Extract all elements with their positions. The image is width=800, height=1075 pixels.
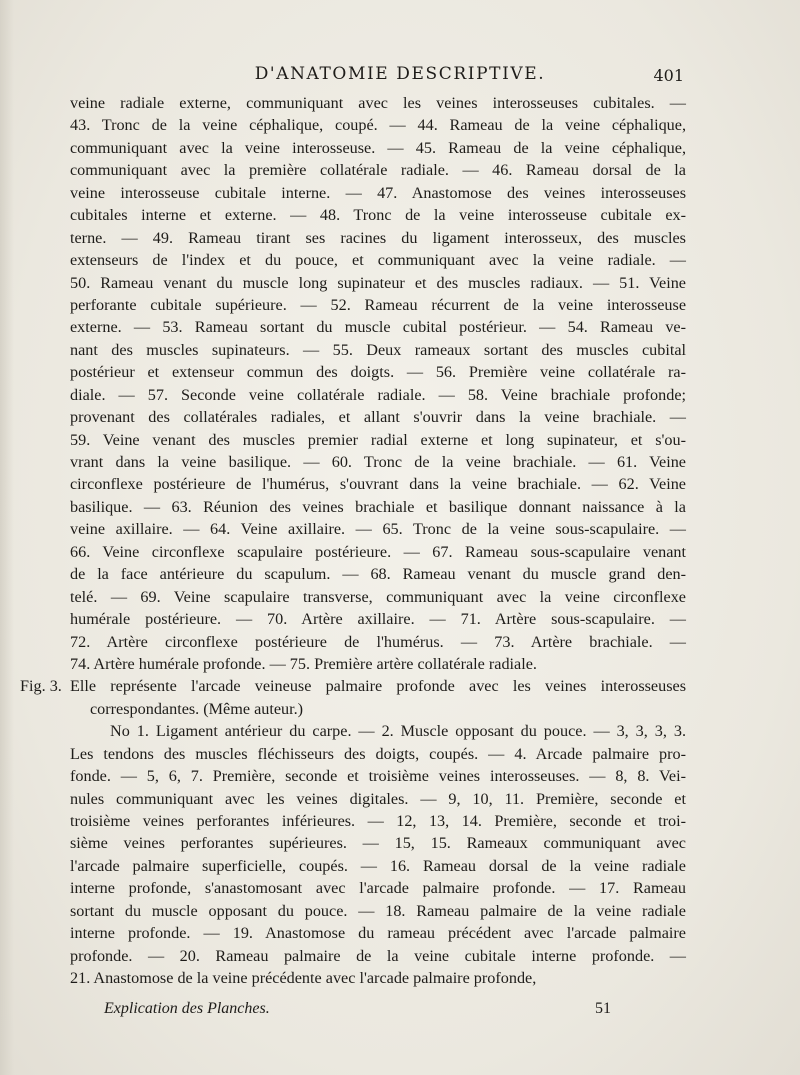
- text-line: terne. — 49. Rameau tirant ses racines du ligament interosseux, des muscles: [70, 228, 686, 247]
- text-line: basilique. — 63. Réunion des veines brachiale et basilique donnant naissance à la: [70, 497, 686, 516]
- text-line: No 1. Ligament antérieur du carpe. — 2. Muscle opposant du pouce. — 3, 3, 3, 3.: [110, 722, 686, 741]
- figure-caption-text: Elle représente l'arcade veineuse palmaire profonde avec les veines interosseuses: [70, 677, 686, 696]
- text-line: troisième veines perforantes inférieures. — 12, 13, 14. Première, seconde et troi-: [70, 812, 686, 830]
- text-line: 21. Anastomose de la veine précédente avec l'arcade palmaire profonde,: [70, 969, 537, 988]
- text-line: extenseurs de l'index et du pouce, et communiquant avec la veine radiale. —: [70, 251, 686, 270]
- figure-label: Fig. 3.: [20, 677, 62, 696]
- figure-caption-line: [20, 675, 686, 697]
- text-line: sortant du muscle opposant du pouce. — 18. Rameau palmaire de la veine radiale: [70, 901, 686, 920]
- page-number: 401: [653, 66, 684, 85]
- text-line: 59. Veine venant des muscles premier radial externe et long supinateur, et s'ou-: [70, 430, 686, 449]
- text-line: communiquant avec la première collatérale radiale. — 46. Rameau dorsal de la: [70, 161, 686, 180]
- text-line: interne profonde, s'anastomosant avec l'arcade palmaire profonde. — 17. Rameau: [70, 879, 686, 898]
- text-line: communiquant avec la veine interosseuse. — 45. Rameau de la veine céphalique,: [70, 138, 686, 157]
- text-line: telé. — 69. Veine scapulaire transverse, communiquant avec la veine circonflexe: [70, 587, 686, 606]
- text-line: circonflexe postérieure de l'humérus, s'ouvrant dans la veine brachiale. — 62. Veine: [70, 475, 686, 494]
- text-line: vrant dans la veine basilique. — 60. Tronc de la veine brachiale. — 61. Veine: [70, 453, 686, 471]
- text-line: nules communiquant avec les veines digitales. — 9, 10, 11. Première, seconde et: [70, 789, 686, 808]
- body-text: [20, 92, 686, 990]
- text-line: Les tendons des muscles fléchisseurs des doigts, coupés. — 4. Arcade palmaire pro-: [70, 744, 686, 763]
- page-footer: [0, 1000, 800, 1022]
- text-line: nant des muscles supinateurs. — 55. Deux rameaux sortant des muscles cubital: [70, 340, 686, 359]
- text-line: profonde. — 20. Rameau palmaire de la veine cubitale interne profonde. —: [70, 946, 686, 965]
- text-line: sième veines perforantes supérieures. — 15, 15. Rameaux communiquant avec: [70, 834, 686, 853]
- figure-legend-section: [70, 720, 686, 989]
- text-line: interne profonde. — 19. Anastomose du rameau précédent avec l'arcade palmaire: [70, 924, 686, 943]
- footer-title: Explication des Planches.: [104, 1000, 270, 1017]
- text-line: postérieur et extenseur commun des doigts. — 56. Première veine collatérale ra-: [70, 363, 686, 382]
- text-line: l'arcade palmaire superficielle, coupés. — 16. Rameau dorsal de la veine radiale: [70, 856, 686, 875]
- plate-explanation-section: [70, 92, 686, 675]
- text-line: provenant des collatérales radiales, et allant s'ouvrir dans la veine brachiale. —: [70, 408, 686, 427]
- text-line: 66. Veine circonflexe scapulaire postérieure. — 67. Rameau sous-scapulaire venant: [70, 542, 686, 561]
- text-line: veine axillaire. — 64. Veine axillaire. — 65. Tronc de la veine sous-scapulaire. —: [70, 520, 686, 539]
- running-head: [0, 64, 800, 86]
- text-line: veine interosseuse cubitale interne. — 47. Anastomose des veines interosseuses: [70, 183, 686, 202]
- text-line: humérale postérieure. — 70. Artère axillaire. — 71. Artère sous-scapulaire. —: [70, 610, 686, 629]
- running-title: D'ANATOMIE DESCRIPTIVE.: [254, 64, 546, 84]
- text-line: diale. — 57. Seconde veine collatérale radiale. — 58. Veine brachiale profonde;: [70, 385, 686, 404]
- text-line: fonde. — 5, 6, 7. Première, seconde et troisième veines interosseuses. — 8, 8. Vei-: [70, 767, 686, 786]
- signature-mark: 51: [595, 1000, 611, 1017]
- text-line: externe. — 53. Rameau sortant du muscle cubital postérieur. — 54. Rameau ve-: [70, 318, 686, 337]
- text-line: veine radiale externe, communiquant avec les veines interosseuses cubitales. —: [70, 94, 686, 112]
- binding-gutter: [0, 0, 14, 1075]
- text-line: perforante cubitale supérieure. — 52. Rameau récurrent de la veine interosseuse: [70, 295, 686, 314]
- text-line: 72. Artère circonflexe postérieure de l'humérus. — 73. Artère brachiale. —: [70, 632, 686, 651]
- text-line: 43. Tronc de la veine céphalique, coupé. — 44. Rameau de la veine céphalique,: [70, 116, 686, 135]
- figure-caption-line: correspondantes. (Même auteur.): [90, 699, 304, 718]
- text-line: cubitales interne et externe. — 48. Tronc de la veine interosseuse cubitale ex-: [70, 206, 686, 225]
- text-line: 50. Rameau venant du muscle long supinateur et des muscles radiaux. — 51. Veine: [70, 273, 686, 292]
- text-line: de la face antérieure du scapulum. — 68. Rameau venant du muscle grand den-: [70, 565, 686, 584]
- text-line: 74. Artère humérale profonde. — 75. Première artère collatérale radiale.: [70, 654, 537, 673]
